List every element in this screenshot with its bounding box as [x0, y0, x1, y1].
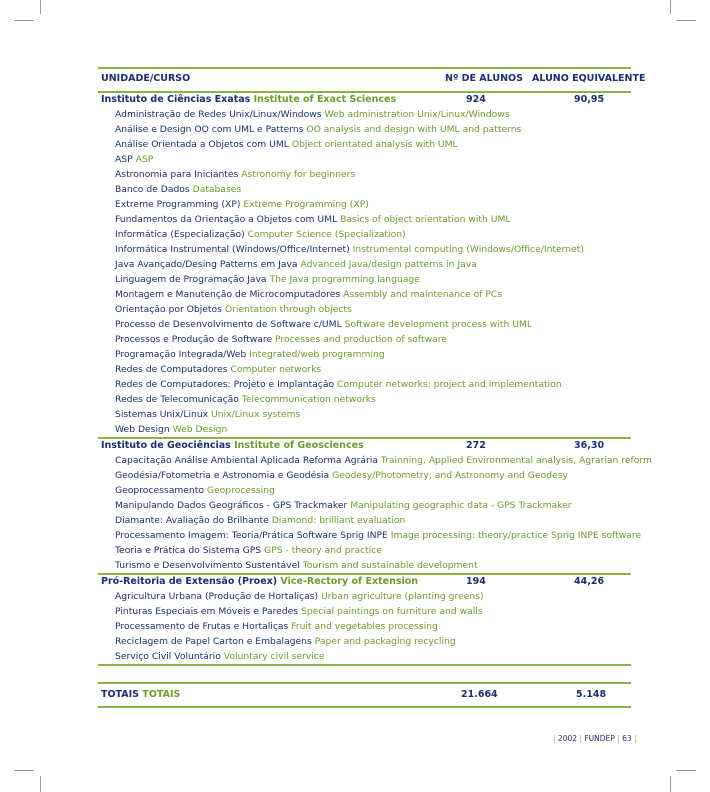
course-row — [98, 528, 642, 543]
course-row — [98, 137, 631, 152]
course-name-pt: Teoria e Prática do Sistema GPS — [115, 545, 262, 556]
section-equiv: 44,26 — [574, 576, 605, 587]
course-row — [98, 212, 631, 227]
course-name-en: Software development process with UML — [344, 319, 532, 330]
course-name-pt: Análise Orientada a Objetos com UML — [115, 139, 289, 150]
crop-mark — [676, 20, 696, 21]
course-name-pt: ASP — [115, 154, 133, 165]
course-row — [98, 634, 631, 649]
section-equiv: 90,95 — [574, 94, 605, 105]
section-name: Instituto de Geociências Institute of Geosciences — [101, 440, 364, 451]
page-number: 63 — [622, 734, 632, 743]
course-name-en: Unix/Linux systems — [211, 409, 301, 420]
course-name-pt: Análise e Design OO com UML e Patterns — [115, 124, 304, 135]
course-row — [98, 107, 631, 122]
course-name-en: Web administration Unix/Linux/Windows — [324, 109, 510, 120]
course-row — [98, 513, 631, 528]
course-name-pt: Geoprocessamento — [115, 485, 204, 496]
course-name-pt: Extreme Programming (XP) — [115, 199, 241, 210]
course-name-pt: Redes de Computadores — [115, 364, 228, 375]
course-row — [98, 468, 631, 483]
course-row — [98, 227, 631, 242]
course-name-en: Voluntary civil service — [223, 651, 325, 662]
course-name-pt: Fundamentos da Orientação a Objetos com UML — [115, 214, 338, 225]
section-students: 194 — [466, 576, 486, 587]
course-name-en: Computer networks: project and implementation — [337, 379, 562, 390]
course-name-en: OO analysis and design with UML and patterns — [306, 124, 522, 135]
course-row — [98, 332, 631, 347]
course-name-pt: Processamento de Frutas e Hortaliças — [115, 621, 289, 632]
totals-equiv: 5.148 — [576, 689, 607, 700]
course-name-en: Basics of object orientation with UML — [340, 214, 511, 225]
table-end-rule — [98, 664, 631, 666]
course-row — [98, 182, 631, 197]
course-row — [98, 362, 631, 377]
course-name-pt: Java Avançado/Desing Patterns em Java — [115, 259, 298, 270]
course-name-en: Fruit and vegetables processing — [291, 621, 438, 632]
course-row — [98, 498, 631, 513]
page-footer: | 2002 | FUNDEP | 63 | — [553, 734, 637, 743]
course-name-pt: Linguagem de Programação Java — [115, 274, 267, 285]
course-name-pt: Manipulando Dados Geográficos - GPS Trackmaker — [115, 500, 348, 511]
course-row — [98, 257, 631, 272]
section-students: 924 — [466, 94, 486, 105]
course-name-en: Integrated/web programming — [249, 349, 385, 360]
course-name-en: Databases — [192, 184, 242, 195]
crop-mark — [670, 0, 671, 14]
course-row — [98, 589, 631, 604]
course-name-pt: Processos e Produção de Software — [115, 334, 273, 345]
course-name-pt: Banco de Dados — [115, 184, 190, 195]
course-name-en: Diamond: brilliant evaluation — [271, 515, 406, 526]
course-name-en: GPS - theory and practice — [264, 545, 382, 556]
course-row — [98, 377, 631, 392]
col-unit-header: UNIDADE/CURSO — [101, 73, 191, 84]
section-students: 272 — [466, 440, 486, 451]
course-name-en: Tourism and sustainable development — [302, 560, 478, 571]
course-name-en: Paper and packaging recycling — [314, 636, 456, 647]
course-row — [98, 317, 631, 332]
course-name-pt: Agricultura Urbana (Produção de Hortaliças) — [115, 591, 319, 602]
course-name-en: Assembly and maintenance of PCs — [343, 289, 503, 300]
course-name-pt: Astronomia para Iniciantes — [115, 169, 239, 180]
totals-row — [98, 682, 631, 708]
course-name-en: Image processing: theory/practice Sprig INPE software — [390, 530, 642, 541]
course-name-en: Geodesy/Photometry, and Astronomy and Geodesy — [332, 470, 568, 481]
crop-mark — [14, 770, 34, 771]
course-row — [98, 543, 631, 558]
course-name-pt: Redes de Computadores: Projeto e Implantação — [115, 379, 335, 390]
course-name-pt: Administração de Redes Unix/Linux/Windows — [115, 109, 322, 120]
course-row — [98, 392, 631, 407]
footer-org: FUNDEP — [584, 734, 615, 743]
course-row — [98, 122, 631, 137]
course-row — [98, 604, 631, 619]
course-name-pt: Informática Instrumental (Windows/Office/Internet) — [115, 244, 350, 255]
section-equiv: 36,30 — [574, 440, 605, 451]
course-name-pt: Montagem e Manutenção de Microcomputadores — [115, 289, 341, 300]
course-name-en: Astronomy for beginners — [241, 169, 356, 180]
section-header — [98, 573, 631, 589]
course-name-en: Extreme Programming (XP) — [243, 199, 369, 210]
course-row — [98, 197, 631, 212]
course-name-pt: Informática (Especialização) — [115, 229, 245, 240]
totals-students: 21.664 — [461, 689, 498, 700]
totals-label: TOTAIS TOTAIS — [101, 689, 181, 700]
section-header — [98, 437, 631, 453]
course-name-en: Web Design — [172, 424, 228, 435]
course-row — [98, 347, 631, 362]
crop-mark — [40, 776, 41, 792]
course-name-en: Advanced Java/design patterns in Java — [300, 259, 477, 270]
crop-mark — [670, 776, 671, 792]
section-name: Instituto de Ciências Exatas Institute of Exact Sciences — [101, 94, 397, 105]
course-row — [98, 558, 631, 573]
course-row — [98, 453, 652, 468]
course-name-pt: Reciclagem de Papel Carton e Embalagens — [115, 636, 312, 647]
course-row — [98, 287, 631, 302]
course-name-en: Object orientated analysis with UML — [291, 139, 458, 150]
course-row — [98, 272, 631, 287]
course-name-en: Geoprocessing — [206, 485, 275, 496]
course-row — [98, 302, 631, 317]
course-name-pt: Capacitação Análise Ambiental Aplicada Reforma Agrária — [115, 455, 378, 466]
crop-mark — [40, 0, 41, 14]
section-name: Pró-Reitoria de Extensão (Proex) Vice-Rectory of Extension — [101, 576, 419, 587]
course-row — [98, 167, 631, 182]
course-row — [98, 619, 631, 634]
course-name-en: Urban agriculture (planting greens) — [321, 591, 484, 602]
col-equiv-header: ALUNO EQUIVALENTE — [532, 73, 646, 84]
course-name-en: Manipulating geographic data - GPS Trackmaker — [350, 500, 572, 511]
course-name-pt: Orientação por Objetos — [115, 304, 222, 315]
course-row — [98, 407, 631, 422]
course-name-en: Instrumental computing (Windows/Office/Internet) — [352, 244, 584, 255]
course-name-pt: Serviço Civil Voluntário — [115, 651, 221, 662]
course-name-pt: Pinturas Especiais em Móveis e Paredes — [115, 606, 299, 617]
course-name-en: Special paintings on furniture and walls — [301, 606, 483, 617]
course-name-pt: Diamante: Avaliação do Brilhante — [115, 515, 269, 526]
course-name-pt: Sistemas Unix/Linux — [115, 409, 209, 420]
table-header — [98, 67, 646, 93]
course-row — [98, 152, 631, 167]
course-row — [98, 422, 631, 437]
course-name-pt: Processo de Desenvolvimento de Software c/UML — [115, 319, 342, 330]
course-row — [98, 649, 631, 664]
section-header — [98, 93, 631, 107]
course-name-en: Orientation through objects — [224, 304, 352, 315]
course-name-pt: Geodésia/Fotometria e Astronomia e Geodésia — [115, 470, 330, 481]
courses-table — [98, 67, 652, 666]
course-name-en: Computer networks — [230, 364, 322, 375]
course-name-en: Trainning, Applied Environmental analysis, Agrarian reform — [380, 455, 652, 466]
course-name-en: Processes and production of software — [275, 334, 447, 345]
crop-mark — [14, 20, 34, 21]
course-row — [98, 242, 631, 257]
course-name-en: Computer Science (Specialization) — [247, 229, 406, 240]
course-name-pt: Turismo e Desenvolvimento Sustentável — [115, 560, 300, 571]
crop-mark — [676, 770, 696, 771]
footer-year: 2002 — [557, 734, 578, 743]
col-students-header: Nº DE ALUNOS — [445, 73, 523, 84]
course-name-en: Telecommunication networks — [241, 394, 376, 405]
course-name-pt: Redes de Telecomunicação — [115, 394, 239, 405]
course-name-pt: Processamento Imagem: Teoria/Prática Software Sprig INPE — [115, 530, 388, 541]
course-name-pt: Programação Integrada/Web — [115, 349, 247, 360]
course-name-en: The Java programming language — [269, 274, 420, 285]
course-row — [98, 483, 631, 498]
course-name-en: ASP — [135, 154, 154, 165]
course-name-pt: Web Design — [115, 424, 170, 435]
